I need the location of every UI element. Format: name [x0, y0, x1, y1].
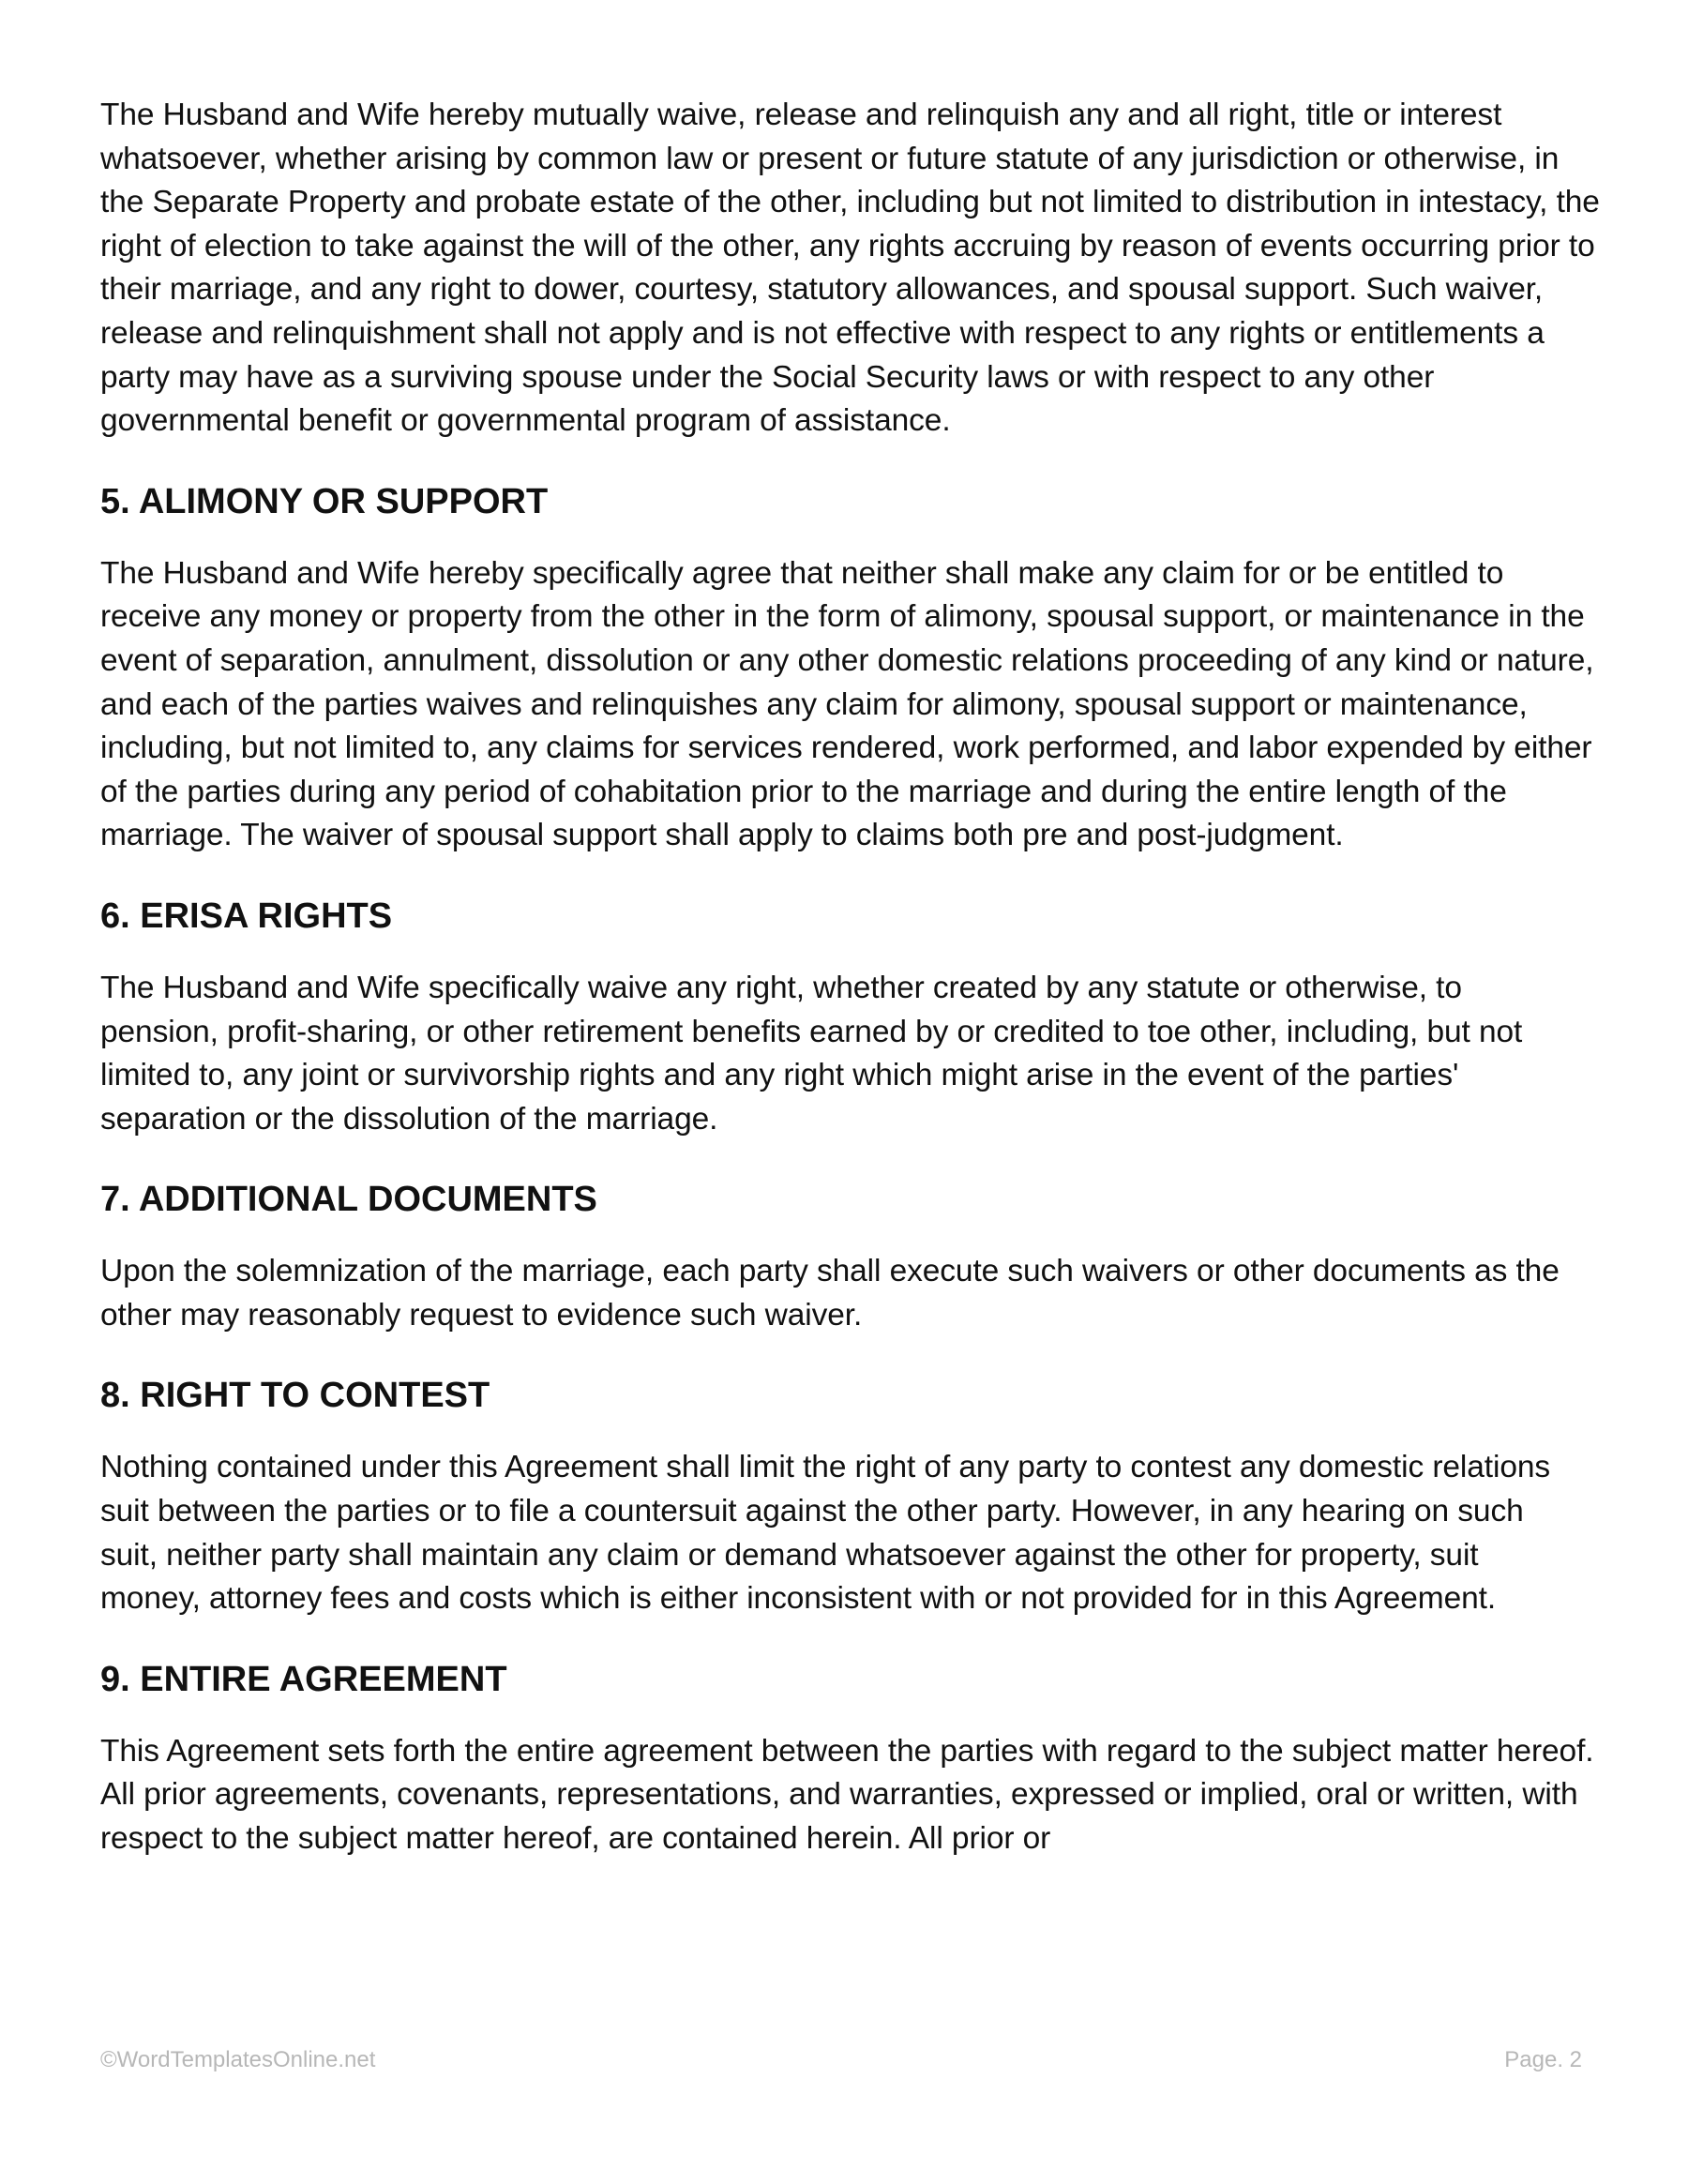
- intro-paragraph: The Husband and Wife hereby mutually waive, release and relinquish any and all right, title or interest whatsoever, whether arising by common law or present or future statute of any jurisdiction or otherwise, in the Separate Property and probate estate of the other, including but not limited to distribution in intestacy, the right of election to take against the will of the other, any rights accruing by reason of events occurring prior to their marriage, and any right to dower, courtesy, statutory allowances, and spousal support. Such waiver, release and relinquishment shall not apply and is not effective with respect to any rights or entitlements a party may have as a surviving spouse under the Social Security laws or with respect to any other governmental benefit or governmental program of assistance.: [100, 98, 1600, 439]
- page-footer: [100, 2047, 1582, 2073]
- section-heading-entire-agreement: 9. ENTIRE AGREEMENT: [100, 1659, 507, 1699]
- section-body-erisa: The Husband and Wife specifically waive any right, whether created by any statute or otherwise, to pension, profit-sharing, or other retirement benefits earned by or credited to toe other, including, but not limited to, any joint or survivorship rights and any right which might arise in the event of the parties' separation or the dissolution of the marriage.: [100, 970, 1523, 1137]
- section-additional-documents: [100, 1178, 1601, 1337]
- section-body-right-to-contest: Nothing contained under this Agreement shall limit the right of any party to contest any domestic relations suit between the parties or to file a countersuit against the other party. However, in any hearing on such suit, neither party shall maintain any claim or demand whatsoever against the other for property, suit money, attorney fees and costs which is either inconsistent with or not provided for in this Agreement.: [100, 1450, 1551, 1617]
- section-body-additional-documents: Upon the solemnization of the marriage, each party shall execute such waivers or other documents as the other may reasonably request to evidence such waiver.: [100, 1254, 1560, 1333]
- document-content: [100, 94, 1601, 1861]
- footer-page-number: Page. 2: [1504, 2047, 1582, 2072]
- section-heading-alimony: 5. ALIMONY OR SUPPORT: [100, 481, 549, 521]
- section-heading-erisa: 6. ERISA RIGHTS: [100, 896, 393, 936]
- section-right-to-contest: [100, 1374, 1601, 1620]
- section-erisa: [100, 895, 1601, 1141]
- section-entire-agreement: [100, 1658, 1601, 1861]
- section-heading-additional-documents: 7. ADDITIONAL DOCUMENTS: [100, 1180, 597, 1220]
- section-alimony: [100, 480, 1601, 858]
- section-heading-right-to-contest: 8. RIGHT TO CONTEST: [100, 1376, 490, 1416]
- footer-copyright: ©WordTemplatesOnline.net: [100, 2047, 376, 2072]
- section-body-entire-agreement: This Agreement sets forth the entire agreement between the parties with regard to the subject matter hereof. All prior agreements, covenants, representations, and warranties, expressed or implied, oral or written, with respect to the subject matter hereof, are contained herein. All prior or: [100, 1733, 1594, 1857]
- section-body-alimony: The Husband and Wife hereby specifically agree that neither shall make any claim for or be entitled to receive any money or property from the other in the form of alimony, spousal support, or maintenance in the event of separation, annulment, dissolution or any other domestic relations proceeding of any kind or nature, and each of the parties waives and relinquishes any claim for alimony, spousal support or maintenance, including, but not limited to, any claims for services rendered, work performed, and labor expended by either of the parties during any period of cohabitation prior to the marriage and during the entire length of the marriage. The waiver of spousal support shall apply to claims both pre and post-judgment.: [100, 555, 1594, 853]
